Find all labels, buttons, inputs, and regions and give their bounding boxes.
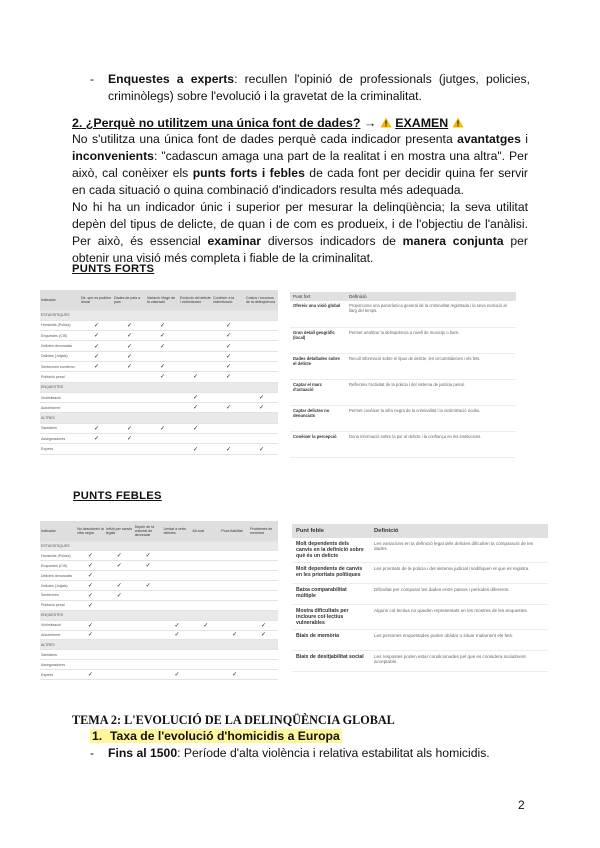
- definition-header-cell: Punt fort: [290, 292, 346, 301]
- matrix-row-label: Població penal: [40, 600, 76, 610]
- matrix-header-cell: Conèixer a la victimització: [212, 290, 245, 310]
- text-run: i: [520, 132, 529, 146]
- matrix-empty-cell: [134, 630, 163, 640]
- text-run: : "cadascun amaga una part de la realitat i en mostra una altra". Per això, cal conèixer els: [72, 149, 528, 180]
- matrix-category-row: [40, 310, 278, 320]
- matrix-empty-cell: [179, 331, 212, 341]
- matrix-row: [40, 670, 278, 680]
- matrix-empty-cell: [179, 434, 212, 444]
- matrix-row: [40, 331, 278, 341]
- check-mark: ✓: [76, 590, 105, 600]
- matrix-row: [40, 392, 278, 402]
- weaknesses-heading: PUNTS FEBLES: [73, 490, 162, 502]
- matrix-header-cell: Dades de país a país: [113, 290, 146, 310]
- matrix-empty-cell: [113, 392, 146, 402]
- definition-term: Captar el marc d'actuació: [290, 379, 346, 405]
- definition-term: Ofereix una visió global: [290, 301, 346, 327]
- matrix-empty-cell: [191, 571, 220, 581]
- matrix-empty-cell: [134, 571, 163, 581]
- definition-row: [292, 605, 548, 630]
- matrix-row-label: Sanitàries: [40, 423, 80, 433]
- matrix-empty-cell: [212, 423, 245, 433]
- matrix-empty-cell: [105, 620, 134, 630]
- matrix-category-label: ESTADÍSTIQUES: [40, 310, 278, 320]
- matrix-category-row: [40, 610, 278, 620]
- text-run: No s'utilitza una única font de dades perquè cada indicador presenta: [72, 132, 458, 146]
- warning-icon: [380, 117, 392, 128]
- matrix-header-cell: Dir. que es podrien donar: [80, 290, 113, 310]
- matrix-empty-cell: [249, 571, 278, 581]
- matrix-empty-cell: [105, 600, 134, 610]
- matrix-empty-cell: [163, 600, 192, 610]
- weaknesses-definition-table: [292, 524, 548, 672]
- matrix-row-label: Experts: [40, 670, 76, 680]
- matrix-empty-cell: [220, 581, 249, 591]
- bullet-text: : recullen l'opinió de professionals (jutges, policies, criminòlegs) sobre l'evolució i la gravetat de la criminalitat.: [108, 72, 530, 103]
- check-mark: ✓: [212, 372, 245, 382]
- check-mark: ✓: [146, 372, 179, 382]
- matrix-empty-cell: [134, 650, 163, 660]
- check-mark: ✓: [80, 320, 113, 330]
- matrix-row-label: Asseguradores: [40, 434, 80, 444]
- definition-row: [290, 405, 516, 431]
- check-mark: ✓: [163, 630, 192, 640]
- matrix-empty-cell: [105, 630, 134, 640]
- text-run: No hi ha un indicador únic i superior per mesurar la delinqüència; la seva utilitat depèn del tipus de delicte, de quan i de com es produeix, i de l'objectiu de l'anàlisi. Per això, és essencial: [72, 200, 528, 248]
- matrix-row-label: Autoinforme: [40, 403, 80, 413]
- check-mark: ✓: [249, 630, 278, 640]
- matrix-category-row: [40, 382, 278, 392]
- definition-text: Les respostes poden estar condicionades pel que es considera socialment acceptable.: [370, 651, 548, 672]
- check-mark: ✓: [245, 403, 278, 413]
- matrix-row-label: Delictes denunciats: [40, 571, 76, 581]
- matrix-empty-cell: [163, 660, 192, 670]
- matrix-header-cell: Influït per canvis legals: [105, 521, 134, 541]
- definition-term: Baixa comparabilitat múltiple: [292, 584, 370, 605]
- definition-row: [292, 651, 548, 672]
- definition-header-cell: Definició: [370, 524, 548, 538]
- paragraph-combined: [72, 199, 528, 267]
- definition-row: [290, 353, 516, 379]
- check-mark: ✓: [105, 561, 134, 571]
- matrix-header-cell: No descobreix la xifra negra: [76, 521, 105, 541]
- text-run: de cada font per decidir quina fer servir en cada situació o quina combinació d'indicadors resulta més adequada.: [72, 166, 528, 197]
- matrix-empty-cell: [220, 620, 249, 630]
- definition-row: [292, 584, 548, 605]
- matrix-empty-cell: [245, 423, 278, 433]
- item-number: 1.: [92, 729, 103, 743]
- matrix-empty-cell: [191, 551, 220, 561]
- check-mark: ✓: [76, 551, 105, 561]
- matrix-row: [40, 571, 278, 581]
- check-mark: ✓: [191, 620, 220, 630]
- matrix-empty-cell: [220, 551, 249, 561]
- check-mark: ✓: [163, 620, 192, 630]
- bold-run: punts forts i febles: [192, 166, 305, 180]
- matrix-row-label: Experts: [40, 444, 80, 454]
- text-run: diversos indicadors de: [261, 234, 403, 248]
- check-mark: ✓: [249, 620, 278, 630]
- matrix-category-label: ALTRES: [40, 640, 278, 650]
- matrix-row: [40, 423, 278, 433]
- check-mark: ✓: [80, 423, 113, 433]
- matrix-empty-cell: [191, 600, 220, 610]
- matrix-empty-cell: [179, 351, 212, 361]
- check-mark: ✓: [245, 392, 278, 402]
- check-mark: ✓: [245, 444, 278, 454]
- check-mark: ✓: [80, 361, 113, 371]
- matrix-row-label: Enquestes (CIS): [40, 331, 80, 341]
- check-mark: ✓: [76, 620, 105, 630]
- item-title: Taxa de l'evolució d'homicidis a Europa: [110, 729, 340, 743]
- check-mark: ✓: [76, 630, 105, 640]
- matrix-empty-cell: [163, 571, 192, 581]
- matrix-empty-cell: [80, 444, 113, 454]
- matrix-empty-cell: [245, 372, 278, 382]
- matrix-empty-cell: [191, 630, 220, 640]
- matrix-row-label: Delictes (Jutjats): [40, 351, 80, 361]
- definition-row: [290, 301, 516, 327]
- definition-term: Molt dependents dels canvis en la definició sobre què és un delicte: [292, 538, 370, 563]
- matrix-row: [40, 590, 278, 600]
- bullet-dash: -: [90, 746, 95, 760]
- strengths-definition-table: [290, 292, 516, 458]
- matrix-empty-cell: [191, 650, 220, 660]
- matrix-row: [40, 620, 278, 630]
- matrix-row-label: Victimització: [40, 392, 80, 402]
- definition-text: Recull informació sobre el tipus de delicte, les circumstàncies i els fets.: [346, 353, 516, 379]
- check-mark: ✓: [163, 670, 192, 680]
- check-mark: ✓: [80, 341, 113, 351]
- matrix-row: [40, 361, 278, 371]
- check-mark: ✓: [80, 351, 113, 361]
- definition-term: Biaix de desitjabilitat social: [292, 651, 370, 672]
- bullet-bold-term: Enquestes a experts: [108, 72, 235, 86]
- matrix-category-row: [40, 640, 278, 650]
- matrix-row-label: Victimització: [40, 620, 76, 630]
- page-number: 2: [518, 798, 525, 812]
- matrix-row: [40, 320, 278, 330]
- question-text: 2. ¿Perquè no utilitzem una única font de dades?: [72, 116, 361, 130]
- definition-term: Molt dependents de canvis en les prioritats polítiques: [292, 563, 370, 584]
- matrix-empty-cell: [179, 341, 212, 351]
- definition-row: [292, 630, 548, 651]
- matrix-empty-cell: [76, 660, 105, 670]
- strengths-heading: PUNTS FORTS: [72, 263, 155, 275]
- matrix-empty-cell: [146, 403, 179, 413]
- matrix-empty-cell: [191, 581, 220, 591]
- matrix-row-label: Sanitàries: [40, 650, 76, 660]
- matrix-empty-cell: [76, 650, 105, 660]
- check-mark: ✓: [212, 331, 245, 341]
- definition-term: Captar delictes no denunciats: [290, 405, 346, 431]
- check-mark: ✓: [105, 590, 134, 600]
- matrix-empty-cell: [113, 403, 146, 413]
- strengths-matrix-table: [40, 290, 278, 455]
- matrix-empty-cell: [191, 670, 220, 680]
- matrix-empty-cell: [134, 600, 163, 610]
- check-mark: ✓: [105, 581, 134, 591]
- matrix-empty-cell: [146, 434, 179, 444]
- matrix-row: [40, 341, 278, 351]
- matrix-row: [40, 561, 278, 571]
- check-mark: ✓: [113, 361, 146, 371]
- check-mark: ✓: [113, 351, 146, 361]
- matrix-row: [40, 351, 278, 361]
- matrix-row-label: Homicidis (Policia): [40, 551, 76, 561]
- matrix-empty-cell: [191, 660, 220, 670]
- matrix-empty-cell: [249, 650, 278, 660]
- matrix-empty-cell: [80, 372, 113, 382]
- check-mark: ✓: [146, 320, 179, 330]
- check-mark: ✓: [179, 392, 212, 402]
- definition-header-row: [290, 292, 516, 301]
- matrix-empty-cell: [163, 581, 192, 591]
- definition-text: Dificultat per comparar les dades entre països i períodes diferents.: [370, 584, 548, 605]
- check-mark: ✓: [113, 434, 146, 444]
- check-mark: ✓: [146, 331, 179, 341]
- definition-row: [290, 327, 516, 353]
- definition-text: Permet conèixer la xifra negra de la criminalitat i la victimització oculta.: [346, 405, 516, 431]
- matrix-category-row: [40, 541, 278, 551]
- definition-text: Permet analitzar la delinqüència a nivell de municipi o barri.: [346, 327, 516, 353]
- matrix-empty-cell: [80, 392, 113, 402]
- bullet-experts: [90, 71, 530, 105]
- matrix-empty-cell: [249, 600, 278, 610]
- matrix-row: [40, 581, 278, 591]
- bullet-dash: -: [90, 72, 95, 86]
- matrix-row-label: Delictes (Jutjats): [40, 581, 76, 591]
- matrix-row-label: Sentències: [40, 590, 76, 600]
- exam-label: EXAMEN: [395, 116, 449, 130]
- check-mark: ✓: [212, 403, 245, 413]
- matrix-empty-cell: [163, 561, 192, 571]
- matrix-header-row: [40, 290, 278, 310]
- matrix-header-cell: Limitat a certs delictes: [163, 521, 192, 541]
- matrix-empty-cell: [245, 341, 278, 351]
- definition-text: Les variacions en la definició legal dels delictes dificulten la comparació de les dades.: [370, 538, 548, 563]
- check-mark: ✓: [212, 444, 245, 454]
- matrix-empty-cell: [245, 351, 278, 361]
- matrix-empty-cell: [220, 571, 249, 581]
- matrix-header-cell: Evolució del delicte i victimització: [179, 290, 212, 310]
- matrix-empty-cell: [163, 650, 192, 660]
- check-mark: ✓: [179, 403, 212, 413]
- matrix-row-label: Homicidis (Policia): [40, 320, 80, 330]
- check-mark: ✓: [76, 670, 105, 680]
- check-mark: ✓: [212, 361, 245, 371]
- check-mark: ✓: [220, 630, 249, 640]
- definition-text: Les persones enquestades poden oblidar o situar malament els fets.: [370, 630, 548, 651]
- definition-header-row: [292, 524, 548, 538]
- matrix-empty-cell: [220, 660, 249, 670]
- matrix-empty-cell: [146, 392, 179, 402]
- matrix-category-row: [40, 413, 278, 423]
- definition-term: Dades detallades sobre el delicte: [290, 353, 346, 379]
- matrix-category-label: ENQUESTES: [40, 610, 278, 620]
- matrix-empty-cell: [249, 660, 278, 670]
- definition-term: Biaix de memòria: [292, 630, 370, 651]
- matrix-empty-cell: [105, 670, 134, 680]
- matrix-empty-cell: [220, 590, 249, 600]
- matrix-empty-cell: [146, 444, 179, 454]
- matrix-row-label: Asseguradores: [40, 660, 76, 670]
- matrix-empty-cell: [191, 561, 220, 571]
- check-mark: ✓: [76, 600, 105, 610]
- matrix-empty-cell: [249, 581, 278, 591]
- matrix-row: [40, 444, 278, 454]
- matrix-empty-cell: [80, 403, 113, 413]
- bullet-bold-term: Fins al 1500: [108, 746, 178, 760]
- definition-text: Dona informació sobre la por al delicte i la confiança en les institucions.: [346, 431, 516, 457]
- matrix-row: [40, 660, 278, 670]
- matrix-empty-cell: [134, 660, 163, 670]
- matrix-empty-cell: [105, 650, 134, 660]
- matrix-empty-cell: [249, 590, 278, 600]
- weaknesses-matrix-table: [40, 521, 278, 680]
- matrix-empty-cell: [245, 361, 278, 371]
- check-mark: ✓: [113, 320, 146, 330]
- warning-icon: [452, 117, 464, 128]
- check-mark: ✓: [134, 581, 163, 591]
- matrix-empty-cell: [134, 670, 163, 680]
- matrix-empty-cell: [220, 600, 249, 610]
- matrix-empty-cell: [113, 444, 146, 454]
- matrix-empty-cell: [134, 590, 163, 600]
- check-mark: ✓: [146, 361, 179, 371]
- paragraph-sources: [72, 131, 528, 199]
- matrix-header-cell: Poca fiabilitat: [220, 521, 249, 541]
- check-mark: ✓: [113, 331, 146, 341]
- check-mark: ✓: [220, 670, 249, 680]
- definition-text: Reflecteix l'activitat de la policia i del sistema de justícia penal.: [346, 379, 516, 405]
- matrix-row: [40, 434, 278, 444]
- matrix-empty-cell: [220, 650, 249, 660]
- bullet-period: [90, 745, 530, 762]
- section-question-heading: [72, 116, 464, 130]
- matrix-empty-cell: [245, 320, 278, 330]
- check-mark: ✓: [113, 423, 146, 433]
- definition-row: [290, 431, 516, 457]
- matrix-category-label: ESTADÍSTIQUES: [40, 541, 278, 551]
- bold-run: inconvenients: [72, 149, 154, 163]
- matrix-empty-cell: [105, 571, 134, 581]
- definition-header-cell: Definició: [346, 292, 516, 301]
- matrix-row-label: Delictes denunciats: [40, 341, 80, 351]
- matrix-row: [40, 403, 278, 413]
- matrix-header-row: [40, 521, 278, 541]
- check-mark: ✓: [105, 551, 134, 561]
- matrix-header-cell: Costos i recursos de la delinqüència: [245, 290, 278, 310]
- check-mark: ✓: [146, 423, 179, 433]
- matrix-empty-cell: [249, 670, 278, 680]
- definition-row: [290, 379, 516, 405]
- bold-run: examinar: [207, 234, 262, 248]
- matrix-row-label: Sentències condemn.: [40, 361, 80, 371]
- matrix-row-label: Autoinforme: [40, 630, 76, 640]
- matrix-empty-cell: [179, 361, 212, 371]
- definition-row: [292, 563, 548, 584]
- definition-row: [292, 538, 548, 563]
- matrix-empty-cell: [249, 561, 278, 571]
- matrix-row: [40, 650, 278, 660]
- check-mark: ✓: [76, 581, 105, 591]
- matrix-row: [40, 551, 278, 561]
- arrow-icon: →: [363, 116, 377, 130]
- matrix-empty-cell: [163, 590, 192, 600]
- matrix-empty-cell: [212, 434, 245, 444]
- definition-header-cell: Punt feble: [292, 524, 370, 538]
- matrix-row-label: Enquestes (CIS): [40, 561, 76, 571]
- check-mark: ✓: [179, 444, 212, 454]
- bold-run: avantatges: [457, 132, 521, 146]
- check-mark: ✓: [212, 341, 245, 351]
- bold-run: manera conjunta: [402, 234, 504, 248]
- check-mark: ✓: [212, 320, 245, 330]
- matrix-empty-cell: [134, 620, 163, 630]
- check-mark: ✓: [134, 561, 163, 571]
- matrix-empty-cell: [146, 351, 179, 361]
- check-mark: ✓: [179, 423, 212, 433]
- matrix-empty-cell: [249, 551, 278, 561]
- check-mark: ✓: [80, 434, 113, 444]
- definition-term: Conèixer la percepció: [290, 431, 346, 457]
- matrix-header-cell: Variació i llegir de la valoració: [146, 290, 179, 310]
- definition-text: Alguns col·lectius no queden representats en les mostres de les enquestes.: [370, 605, 548, 630]
- check-mark: ✓: [76, 561, 105, 571]
- check-mark: ✓: [212, 351, 245, 361]
- definition-term: Mostra dificultats per incloure col·lectius vulnerables: [292, 605, 370, 630]
- matrix-empty-cell: [245, 331, 278, 341]
- matrix-row-label: Població penal: [40, 372, 80, 382]
- definition-text: Proporciona una panoràmica general de la criminalitat registrada i la seva evolució al llarg del temps.: [346, 301, 516, 327]
- matrix-row: [40, 372, 278, 382]
- text-run: per obtenir una visió més completa i fiable de la criminalitat.: [72, 234, 528, 265]
- check-mark: ✓: [134, 551, 163, 561]
- matrix-empty-cell: [212, 392, 245, 402]
- check-mark: ✓: [113, 341, 146, 351]
- check-mark: ✓: [76, 571, 105, 581]
- matrix-category-label: ALTRES: [40, 413, 278, 423]
- matrix-empty-cell: [113, 372, 146, 382]
- matrix-empty-cell: [191, 590, 220, 600]
- chapter-title: TEMA 2: L'EVOLUCIÓ DE LA DELINQÜÈNCIA GLOBAL: [72, 713, 395, 727]
- matrix-row: [40, 600, 278, 610]
- matrix-empty-cell: [245, 434, 278, 444]
- check-mark: ✓: [179, 372, 212, 382]
- matrix-header-cell: Alt cost: [191, 521, 220, 541]
- check-mark: ✓: [80, 331, 113, 341]
- check-mark: ✓: [146, 341, 179, 351]
- bullet-text: : Període d'alta violència i relativa estabilitat als homicidis.: [177, 746, 490, 760]
- definition-term: Gran detall geogràfic (local): [290, 327, 346, 353]
- matrix-empty-cell: [220, 561, 249, 571]
- matrix-header-cell: Depèn de la voluntat de denunciar: [134, 521, 163, 541]
- matrix-category-label: ENQUESTES: [40, 382, 278, 392]
- numbered-heading: [90, 729, 342, 743]
- matrix-header-cell: Indicador: [40, 290, 80, 310]
- matrix-empty-cell: [105, 660, 134, 670]
- matrix-header-cell: Indicador: [40, 521, 76, 541]
- matrix-empty-cell: [163, 551, 192, 561]
- matrix-row: [40, 630, 278, 640]
- matrix-empty-cell: [179, 320, 212, 330]
- definition-text: Les prioritats de la policia i del sistema judicial modifiquen el que es registra.: [370, 563, 548, 584]
- matrix-header-cell: Problemes de memòria: [249, 521, 278, 541]
